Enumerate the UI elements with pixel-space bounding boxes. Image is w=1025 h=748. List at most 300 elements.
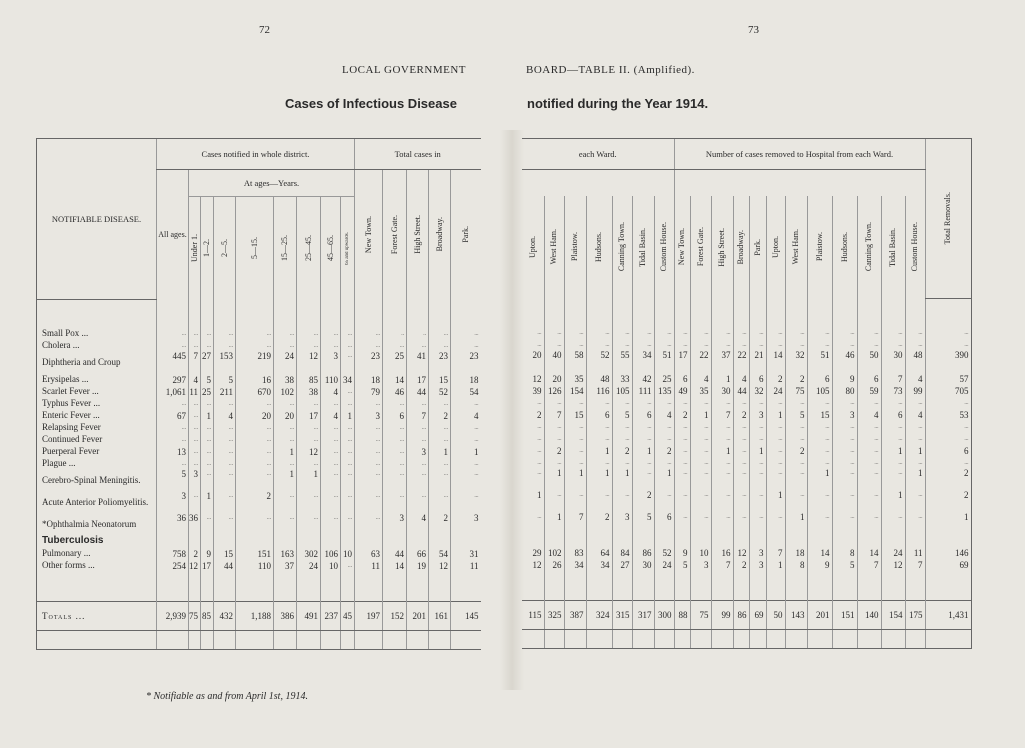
totals-cell: 161 (429, 601, 451, 630)
table-row (522, 420, 971, 432)
table-cell: 1 (925, 512, 971, 534)
table-cell: 5 (832, 558, 857, 570)
table-cell: 102 (274, 385, 297, 397)
table-cell: 1 (766, 408, 785, 420)
col-header-25-45: 25—45. (303, 235, 313, 261)
table-row (37, 339, 481, 351)
table-cell: ... (157, 327, 189, 339)
table-cell: 42 (632, 372, 654, 384)
right-header-cell (832, 196, 857, 298)
table-cell: ... (766, 444, 785, 456)
table-cell: 18 (451, 373, 481, 385)
table-cell: 14 (807, 546, 832, 558)
table-cell: ... (832, 490, 857, 512)
table-cell: 20 (532, 349, 542, 360)
table-cell: ... (785, 490, 807, 512)
col-header-removed-plaistow: Plaistow. (814, 232, 824, 262)
table-cell: 38 (297, 385, 321, 397)
table-cell: ... (544, 396, 564, 408)
table-cell: 34 (341, 373, 355, 385)
table-cell: ... (832, 396, 857, 408)
table-cell: ... (857, 420, 881, 432)
table-cell: 8 (832, 546, 857, 558)
table-cell: ... (236, 469, 274, 491)
table-cell: 2 (733, 408, 749, 420)
table-cell: 14 (383, 559, 407, 571)
table-cell: ... (189, 491, 201, 513)
table-cell: 126 (544, 384, 564, 396)
col-header-removed-high-street: High Street. (717, 227, 726, 267)
col-header-new-town: New Town. (363, 215, 373, 254)
table-cell: 1 (749, 444, 766, 456)
table-cell: ... (733, 432, 749, 444)
table-cell: ... (857, 468, 881, 490)
totals-cell: 201 (807, 600, 832, 629)
table-cell: 83 (564, 546, 586, 558)
table-cell: ... (733, 420, 749, 432)
table-cell: ... (733, 512, 749, 534)
table-cell: 44 (733, 384, 749, 396)
table-cell: ... (429, 421, 451, 433)
table-row (522, 372, 971, 384)
table-cell: 5 (632, 512, 654, 534)
table-cell: 18 (355, 373, 383, 385)
table-cell: ... (654, 338, 674, 350)
totals-cell: 145 (451, 601, 481, 630)
table-cell: ... (674, 444, 690, 456)
table-cell: ... (214, 445, 236, 457)
table-cell: ... (857, 326, 881, 338)
table-cell: 33 (612, 372, 632, 384)
table-cell: ... (785, 338, 807, 350)
table-cell: ... (214, 397, 236, 409)
table-cell: ... (632, 432, 654, 444)
table-cell: ... (857, 456, 881, 468)
disease-name-acute-anterior-poliomyelitis: Acute Anterior Poliomyelitis. (42, 496, 149, 507)
table-cell: 17 (674, 350, 690, 372)
table-cell: 1 (201, 491, 214, 513)
table-cell: ... (341, 421, 355, 433)
table-cell: ... (189, 339, 201, 351)
table-cell: ... (297, 421, 321, 433)
table-cell: 12 (532, 559, 542, 570)
table-cell: ... (586, 490, 612, 512)
col-header-65-upwards: 65 and upwards. (344, 231, 350, 265)
table-cell: ... (690, 432, 711, 444)
table-cell: 39 (532, 385, 542, 396)
table-cell: ... (407, 339, 429, 351)
table-cell: 2 (766, 372, 785, 384)
table-cell: 2 (785, 444, 807, 456)
table-cell: ... (321, 469, 341, 491)
table-cell: ... (690, 396, 711, 408)
table-cell: ... (733, 396, 749, 408)
right-header-cell (749, 196, 766, 298)
table-cell: 14 (857, 546, 881, 558)
table-cell: 9 (832, 372, 857, 384)
table-cell: 3 (383, 513, 407, 535)
col-header-removed-upton: Upton. (770, 236, 780, 258)
table-cell: ... (749, 490, 766, 512)
table-row (522, 396, 971, 408)
table-cell: ... (274, 491, 297, 513)
table-cell: ... (407, 469, 429, 491)
table-cell: ... (925, 432, 971, 444)
table-cell: 2 (537, 409, 542, 420)
table-cell: ... (749, 338, 766, 350)
table-cell: ... (905, 432, 925, 444)
table-cell: 6 (383, 409, 407, 421)
table-cell: ... (537, 341, 542, 348)
table-cell: ... (905, 490, 925, 512)
table-cell: 30 (711, 384, 733, 396)
table-cell: ... (274, 421, 297, 433)
right-header-cell (733, 196, 749, 298)
table-cell: .. (407, 327, 429, 339)
col-header-removed-hudsons: Hudsons. (839, 231, 849, 262)
totals-cell: 317 (632, 600, 654, 629)
table-cell: 24 (654, 558, 674, 570)
table-cell: 6 (925, 444, 971, 456)
totals-cell: 143 (785, 600, 807, 629)
table-cell: 1 (881, 444, 905, 456)
table-cell: 1 (544, 512, 564, 534)
right-header-cell (544, 196, 564, 298)
totals-label: Totals ... (37, 601, 157, 630)
col-header-canning-town: Canning Town. (617, 222, 626, 272)
table-cell: ... (785, 432, 807, 444)
table-cell: 4 (654, 408, 674, 420)
table-cell: 20 (544, 372, 564, 384)
totals-row (37, 601, 481, 630)
right-header-cell (857, 196, 881, 298)
table-cell: 29 (532, 547, 542, 558)
table-cell: ... (383, 457, 407, 469)
table-cell: 1 (586, 444, 612, 456)
table-cell: ... (537, 447, 542, 454)
table-cell: ... (632, 396, 654, 408)
table-cell: 211 (214, 385, 236, 397)
table-cell: ... (905, 396, 925, 408)
table-cell: 55 (612, 350, 632, 372)
table-cell: ... (214, 339, 236, 351)
totals-cell: 386 (274, 601, 297, 630)
disease-name-plague: Plague ... (42, 457, 76, 468)
totals-cell: 387 (564, 600, 586, 629)
table-cell: ... (881, 456, 905, 468)
table-cell: ... (654, 490, 674, 512)
table-cell: ... (711, 396, 733, 408)
table-cell: ... (274, 327, 297, 339)
table-cell: ... (355, 469, 383, 491)
table-row (522, 546, 971, 558)
table-cell: 151 (236, 547, 274, 559)
totals-cell: 45 (341, 601, 355, 630)
col-header-5-15: 5—15. (249, 237, 259, 259)
right-header-cell (807, 196, 832, 298)
table-cell: ... (429, 491, 451, 513)
table-row (37, 397, 481, 409)
table-cell: 17 (297, 409, 321, 421)
table-cell: ... (537, 399, 542, 406)
table-cell: ... (214, 469, 236, 491)
table-cell: 17 (201, 559, 214, 571)
table-cell: 48 (905, 350, 925, 372)
table-cell: ... (451, 421, 481, 433)
table-cell: ... (857, 432, 881, 444)
table-cell: ... (857, 444, 881, 456)
table-cell: ... (341, 397, 355, 409)
table-cell: 1 (632, 444, 654, 456)
table-cell: ... (451, 469, 481, 491)
table-cell: 4 (214, 409, 236, 421)
table-cell: 73 (881, 384, 905, 396)
table-cell: ... (749, 432, 766, 444)
table-cell: ... (189, 457, 201, 469)
table-cell: 705 (925, 384, 971, 396)
table-row (522, 444, 971, 456)
table-row (522, 408, 971, 420)
table-cell: 64 (586, 546, 612, 558)
table-cell: ... (711, 420, 733, 432)
spacer-row (522, 298, 971, 326)
table-cell: 7 (189, 351, 201, 373)
totals-cell: 1,431 (925, 600, 971, 629)
table-row (522, 558, 971, 570)
table-cell: ... (564, 420, 586, 432)
table-cell: 105 (612, 384, 632, 396)
table-cell: ... (881, 326, 905, 338)
table-cell: ... (674, 326, 690, 338)
table-cell: 1 (564, 468, 586, 490)
table-cell: 6 (807, 372, 832, 384)
table-cell: 1 (711, 444, 733, 456)
table-cell: 12 (297, 445, 321, 457)
table-cell: ... (341, 339, 355, 351)
totals-cell: 75 (189, 601, 201, 630)
table-cell: 69 (925, 558, 971, 570)
table-cell: 110 (236, 559, 274, 571)
disease-name-relapsing-fever: Relapsing Fever (42, 421, 101, 432)
table-cell: ... (674, 432, 690, 444)
table-cell: ... (341, 433, 355, 445)
table-cell: ... (654, 396, 674, 408)
table-cell: ... (544, 456, 564, 468)
table-cell: ... (383, 421, 407, 433)
table-cell: ... (214, 327, 236, 339)
table-cell: ... (355, 339, 383, 351)
table-cell: ... (711, 432, 733, 444)
col-header-2-5: 2—5. (219, 239, 229, 257)
table-cell: ... (654, 420, 674, 432)
table-row (522, 432, 971, 444)
table-cell: ... (749, 326, 766, 338)
table-cell: 297 (157, 373, 189, 385)
group-header-removed: Number of cases removed to Hospital from each Ward. (674, 139, 925, 170)
table-cell: ... (236, 445, 274, 457)
table-cell: ... (905, 512, 925, 534)
table-cell: ... (586, 456, 612, 468)
table-cell: ... (407, 491, 429, 513)
table-cell: ... (451, 397, 481, 409)
table-cell: 37 (711, 350, 733, 372)
right-column-headers (522, 196, 971, 298)
table-cell: ... (544, 432, 564, 444)
table-cell: ... (733, 444, 749, 456)
table-cell: ... (355, 457, 383, 469)
table-cell: ... (297, 397, 321, 409)
disease-name-pulmonary: Pulmonary ... (42, 547, 91, 558)
table-cell: ... (297, 491, 321, 513)
table-cell: ... (214, 433, 236, 445)
table-cell: ... (905, 326, 925, 338)
table-cell: 1 (690, 408, 711, 420)
table-cell: 85 (297, 373, 321, 385)
table-cell: ... (905, 338, 925, 350)
table-cell: 52 (586, 350, 612, 372)
table-cell: 106 (321, 547, 341, 559)
table-cell: ... (832, 468, 857, 490)
book-spine-shadow (500, 130, 524, 690)
col-header-15-25: 15—25. (280, 235, 289, 261)
table-cell: ... (321, 433, 341, 445)
table-cell: ... (925, 326, 971, 338)
subheading-right: notified during the Year 1914. (527, 96, 709, 111)
table-cell: ... (807, 512, 832, 534)
table-cell: ... (905, 456, 925, 468)
table-cell: 24 (881, 546, 905, 558)
table-cell: 21 (749, 350, 766, 372)
col-header-west-ham: West Ham. (549, 229, 558, 265)
table-cell: 4 (321, 409, 341, 421)
table-cell: ... (690, 338, 711, 350)
table-cell: ... (881, 468, 905, 490)
table-cell: 12 (532, 373, 542, 384)
table-cell: 7 (711, 408, 733, 420)
table-row (522, 326, 971, 338)
table-cell: 1 (785, 512, 807, 534)
subheading-left: Cases of Infectious Disease (285, 96, 457, 111)
table-cell: 17 (407, 373, 429, 385)
table-cell: 4 (905, 372, 925, 384)
table-cell: ... (564, 490, 586, 512)
right-header-cell (522, 196, 544, 298)
table-cell: ... (832, 432, 857, 444)
table-cell: ... (807, 432, 832, 444)
table-cell: ... (674, 512, 690, 534)
table-cell: 105 (807, 384, 832, 396)
table-cell: 24 (274, 351, 297, 373)
table-cell: 63 (355, 547, 383, 559)
table-cell: 44 (407, 385, 429, 397)
table-cell: 3 (355, 409, 383, 421)
table-cell: ... (274, 457, 297, 469)
table-cell: 5 (157, 469, 189, 491)
col-header-high-street: High Street. (412, 215, 422, 254)
table-row (37, 469, 481, 491)
table-cell: ... (157, 397, 189, 409)
table-cell: ... (632, 468, 654, 490)
table-cell: 254 (157, 559, 189, 571)
tuberculosis-header-row (37, 535, 481, 547)
table-cell: 9 (674, 546, 690, 558)
table-cell: 11 (451, 559, 481, 571)
table-cell: ... (537, 329, 542, 336)
table-cell: ... (807, 444, 832, 456)
table-cell: ... (214, 513, 236, 535)
table-row (37, 385, 481, 397)
table-cell: ... (807, 490, 832, 512)
footnote: * Notifiable as and from April 1st, 1914. (146, 691, 308, 702)
table-cell: 3 (612, 512, 632, 534)
table-row (522, 468, 971, 490)
table-cell: ... (189, 327, 201, 339)
table-cell: ... (857, 512, 881, 534)
table-cell: 110 (321, 373, 341, 385)
table-cell: ... (214, 457, 236, 469)
table-cell: 16 (236, 373, 274, 385)
table-cell: ... (383, 491, 407, 513)
table-cell: 102 (544, 546, 564, 558)
table-cell: ... (632, 338, 654, 350)
table-cell: 25 (383, 351, 407, 373)
table-cell: 146 (925, 546, 971, 558)
table-cell: 54 (429, 547, 451, 559)
table-cell: ... (321, 445, 341, 457)
totals-cell: 140 (857, 600, 881, 629)
table-cell: 41 (407, 351, 429, 373)
totals-cell: 75 (690, 600, 711, 629)
table-cell: ... (157, 421, 189, 433)
disease-name-small-pox: Small Pox ... (42, 327, 89, 338)
table-cell: ... (785, 420, 807, 432)
table-cell: ... (544, 490, 564, 512)
disease-name-continued-fever: Continued Fever (42, 433, 103, 444)
col-header-total-removals: Total Removals. (943, 192, 952, 245)
table-cell: 79 (355, 385, 383, 397)
table-cell: ... (451, 327, 481, 339)
right-header-cell (766, 196, 785, 298)
disease-name-scarlet-fever: Scarlet Fever ... (42, 385, 99, 396)
col-header-custom-house: Custom House. (659, 222, 668, 272)
at-ages-header: At ages—Years. (189, 170, 355, 197)
table-cell: ... (749, 512, 766, 534)
table-cell: ... (407, 457, 429, 469)
col-header-hudsons: Hudsons. (594, 231, 603, 262)
table-cell: 3 (832, 408, 857, 420)
table-cell: ... (236, 327, 274, 339)
table-cell: ... (297, 457, 321, 469)
table-cell: 2 (544, 444, 564, 456)
table-cell: ... (544, 338, 564, 350)
table-cell: 6 (749, 372, 766, 384)
table-cell: 3 (749, 408, 766, 420)
table-cell: 26 (544, 558, 564, 570)
table-cell: ... (236, 339, 274, 351)
table-cell: 4 (451, 409, 481, 421)
table-cell: ... (341, 351, 355, 373)
totals-cell: 154 (881, 600, 905, 629)
table-cell: ... (383, 397, 407, 409)
table-cell: ... (236, 421, 274, 433)
table-cell: ... (189, 409, 201, 421)
table-cell: 5 (612, 408, 632, 420)
table-cell: 1 (612, 468, 632, 490)
table-cell: ... (612, 326, 632, 338)
table-cell: ... (733, 338, 749, 350)
table-cell: 1 (654, 468, 674, 490)
col-header-removed-custom-house: Custom House. (910, 222, 919, 272)
